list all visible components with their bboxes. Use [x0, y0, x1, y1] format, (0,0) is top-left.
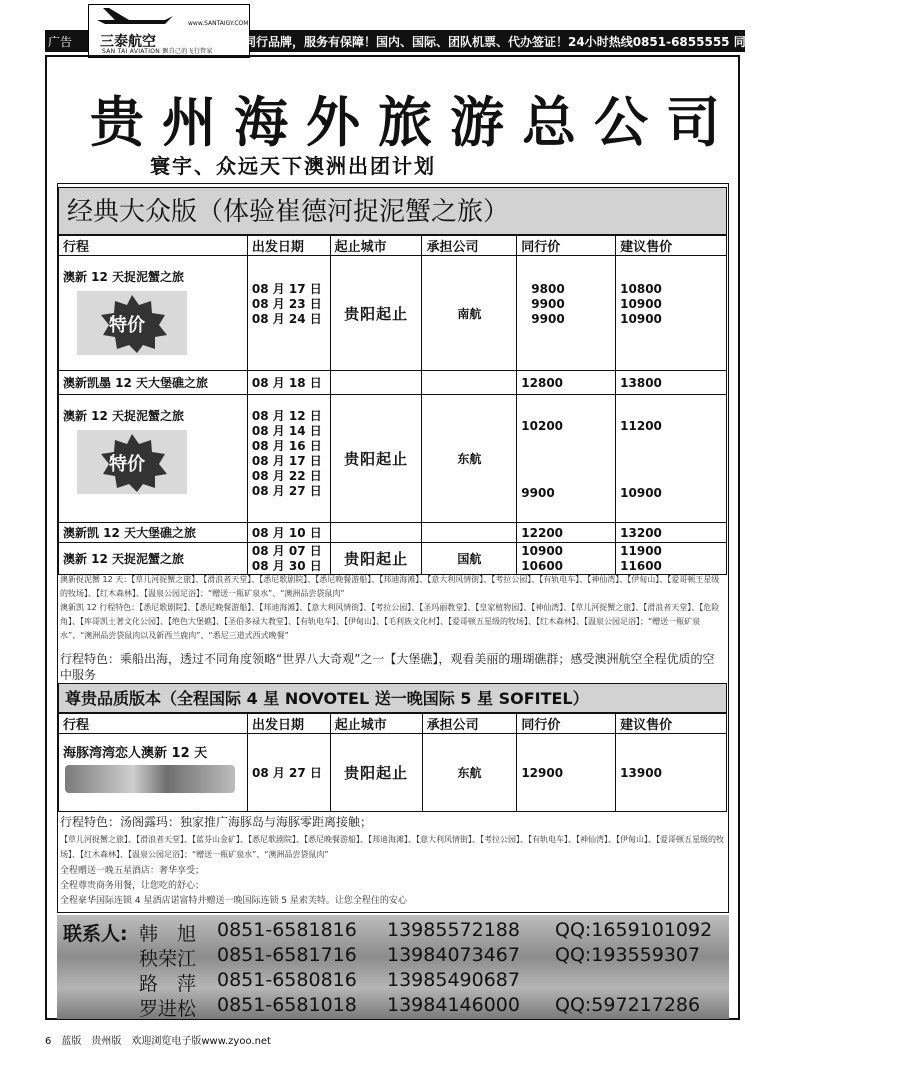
date: 08 月 17 日 — [251, 282, 322, 296]
retail-price: 13200 — [616, 523, 727, 543]
peer-price: 12800 — [517, 371, 616, 395]
peer-price: 9900 — [531, 312, 565, 326]
section2-feature: 行程特色：汤阁露玛：独家推广海豚岛与海豚零距离接触； — [60, 815, 373, 829]
extra-line: 全程豪华国际连锁 4 星酒店诺富特并赠送一晚国际连锁 5 星索芙特。让您全程住的安心 — [60, 896, 407, 906]
peer-price: 10900 — [521, 543, 564, 558]
col-retail-price: 建议售价 — [616, 714, 727, 734]
col-date: 出发日期 — [247, 714, 330, 734]
header-slogan: 同行品牌，服务有保障！国内、国际、团队机票、代办签证！24小时热线0851-6855555 同行免费加盟0851-6800323-3 — [244, 35, 916, 49]
city-cell: 贵阳起止 — [330, 734, 422, 812]
page-subtitle: 寰宇、众远天下澳洲出团计划 — [150, 154, 436, 178]
contact-qq: QQ:597217286 — [555, 994, 701, 1016]
retail-price: 13900 — [616, 734, 727, 812]
date: 08 月 10 日 — [247, 523, 330, 543]
contact-mobile: 13984146000 — [387, 994, 520, 1016]
col-retail-price: 建议售价 — [616, 236, 727, 256]
retail-price: 11900 — [620, 543, 662, 558]
contact-phone: 0851-6581716 — [217, 944, 357, 966]
col-airline: 承担公司 — [422, 714, 517, 734]
contact-label: 联系人: — [63, 923, 128, 945]
retail-price: 13800 — [616, 371, 727, 395]
ad-label: 广告 — [48, 35, 73, 49]
retail-price: 10900 — [620, 312, 662, 326]
table-row — [59, 371, 727, 395]
date: 08 月 22 日 — [251, 469, 322, 483]
section1-table — [58, 235, 727, 575]
peer-price: 9800 — [531, 282, 565, 296]
peer-price: 9900 — [531, 297, 565, 311]
col-date: 出发日期 — [247, 236, 330, 256]
table-header-row — [59, 236, 727, 256]
city-cell: 贵阳起止 — [330, 395, 422, 523]
table-header-row — [59, 714, 727, 734]
date: 08 月 27 日 — [251, 484, 322, 498]
retail-price: 10900 — [620, 297, 662, 311]
route-name: 澳新 12 天捉泥蟹之旅 — [63, 270, 185, 284]
date: 08 月 23 日 — [251, 297, 322, 311]
col-city: 起止城市 — [330, 714, 422, 734]
date: 08 月 16 日 — [251, 439, 322, 453]
logo-text: 三泰航空 — [100, 34, 156, 50]
contact-name: 秧荣江 — [139, 948, 197, 970]
peer-price: 10200 — [521, 419, 564, 433]
contact-row — [139, 919, 196, 946]
date: 08 月 24 日 — [251, 312, 322, 326]
section2-extras — [60, 864, 724, 909]
table-row — [59, 734, 727, 812]
peer-price: 12200 — [517, 523, 616, 543]
airline-cell: 东航 — [422, 734, 517, 812]
airline-cell: 国航 — [422, 543, 517, 575]
logo-url: www.SANTAIGY.COM — [188, 20, 249, 27]
contact-phone: 0851-6581816 — [217, 919, 357, 941]
peer-price: 9900 — [521, 486, 555, 500]
date: 08 月 17 日 — [251, 454, 322, 468]
dolphin-photo — [65, 765, 235, 793]
note-line: 澳新捉泥蟹 12 天：【草儿河捉蟹之旅】、【滑浪者天堂】、【悉尼歌剧院】、【悉尼晚餐游船】、【邦迪海滩】、【意大利风情街】、【考拉公园】、【有轨电车】、【神仙湾】、【伊甸山】、【爱哥顿王星级的牧场】、【红木森林】、【温泉公园足浴】；“赠送一瓶矿泉水”、“澳洲品尝袋鼠肉” — [60, 575, 720, 598]
extra-line: 全程尊贵商务用餐，让您吃的舒心； — [60, 881, 205, 891]
route-name: 澳新 12 天捉泥蟹之旅 — [59, 543, 248, 575]
contact-qq: QQ:193559307 — [555, 944, 701, 966]
route-name: 澳新 12 天捉泥蟹之旅 — [63, 409, 185, 423]
airline-cell: 南航 — [422, 256, 517, 371]
date: 08 月 07 日 — [251, 543, 322, 558]
section1-feature: 行程特色：乘船出海，透过不同角度领略“世界八大奇观”之一【大堡礁】，观看美丽的珊瑚礁群；感受澳洲航空全程优质的空中服务 — [60, 652, 715, 682]
col-peer-price: 同行价 — [517, 714, 616, 734]
contact-name: 路 萍 — [139, 973, 197, 995]
col-route: 行程 — [59, 714, 248, 734]
contact-name: 韩 旭 — [139, 923, 197, 945]
badge-text: 特价 — [109, 315, 145, 336]
contact-mobile: 13984073467 — [387, 944, 520, 966]
badge-text: 特价 — [109, 454, 145, 475]
page-footer: 6 蓝版 贵州版 欢迎浏览电子版www.zyoo.net — [45, 1036, 271, 1047]
contact-mobile: 13985490687 — [387, 969, 520, 991]
peer-price: 12900 — [517, 734, 616, 812]
city-cell: 贵阳起止 — [330, 256, 422, 371]
special-badge — [77, 291, 187, 355]
note-line: 澳新凯 12 行程特色：【悉尼歌剧院】、【悉尼晚餐游船】、【邦迪海滩】、【意大利风情街】、【考拉公园】、【圣玛丽教堂】、【皇家植物园】、【神仙湾】、【草儿河捉蟹之旅】、【滑浪者天堂】、【危险角】、【库哥凯土著文化公园】、【绝色大堡礁】、【圣伯多禄大教堂】、【有轨电车】、【伊甸山】、【毛利族文化村】、【爱哥顿五星级的牧场】、【红木森林】、【温泉公园足浴】；“赠送一瓶矿泉水”、“澳洲品尝袋鼠肉以及新西兰鹿肉”、“悉尼三道式西式晚餐” — [60, 603, 720, 640]
section2-table — [58, 713, 727, 812]
date: 08 月 18 日 — [247, 371, 330, 395]
retail-price: 10900 — [620, 486, 662, 500]
col-city: 起止城市 — [330, 236, 422, 256]
section2-notes: 【草儿河捉蟹之旅】、【滑浪者天堂】、【蓝芬山金矿】、【悉尼歌剧院】、【悉尼晚餐游船】、【邦迪海滩】、【意大利风情街】、【考拉公园】、【有轨电车】、【神仙湾】、【伊甸山】、【爱哥顿五星级的牧场】、【红木森林】、【温泉公园足浴】；“赠送一瓶矿泉水”、“澳洲品尝袋鼠肉” — [60, 835, 724, 859]
page-title: 贵州海外旅游总公司 — [90, 90, 738, 154]
airline-cell: 东航 — [422, 395, 517, 523]
date: 08 月 30 日 — [251, 558, 322, 573]
date: 08 月 14 日 — [251, 424, 322, 438]
contact-panel — [57, 915, 729, 1019]
contact-mobile: 13985572188 — [387, 919, 520, 941]
table-row — [59, 395, 727, 523]
contact-name: 罗进松 — [139, 998, 197, 1020]
col-peer-price: 同行价 — [517, 236, 616, 256]
peer-price: 10600 — [521, 558, 564, 573]
logo-subtitle: SAN TAI AVIATION 飘自己的飞行管家 — [102, 48, 213, 55]
section1-notes — [60, 573, 724, 643]
extra-line: 全程赠送一晚五星酒店：奢华享受； — [60, 866, 205, 876]
section2-heading: 尊贵品质版本（全程国际 4 星 NOVOTEL 送一晚国际 5 星 SOFITEL） — [58, 683, 727, 713]
retail-price: 11200 — [620, 419, 662, 433]
contact-phone: 0851-6580816 — [217, 969, 357, 991]
date: 08 月 12 日 — [251, 409, 322, 423]
table-row — [59, 256, 727, 371]
contact-qq: QQ:1659101092 — [555, 919, 713, 941]
contact-phone: 0851-6581018 — [217, 994, 357, 1016]
retail-price: 11600 — [620, 558, 662, 573]
retail-price: 10800 — [620, 282, 662, 296]
col-route: 行程 — [59, 236, 248, 256]
special-badge — [77, 430, 187, 494]
plane-icon — [95, 6, 175, 30]
route-name: 海豚湾湾恋人澳新 12 天 — [63, 746, 208, 761]
route-name: 澳新凯 12 天大堡礁之旅 — [59, 523, 248, 543]
table-row — [59, 543, 727, 575]
col-airline: 承担公司 — [422, 236, 517, 256]
date: 08 月 27 日 — [247, 734, 330, 812]
section1-heading: 经典大众版（体验崔德河捉泥蟹之旅） — [58, 187, 727, 235]
route-name: 澳新凯墨 12 天大堡礁之旅 — [59, 371, 248, 395]
city-cell: 贵阳起止 — [330, 543, 422, 575]
table-row — [59, 523, 727, 543]
